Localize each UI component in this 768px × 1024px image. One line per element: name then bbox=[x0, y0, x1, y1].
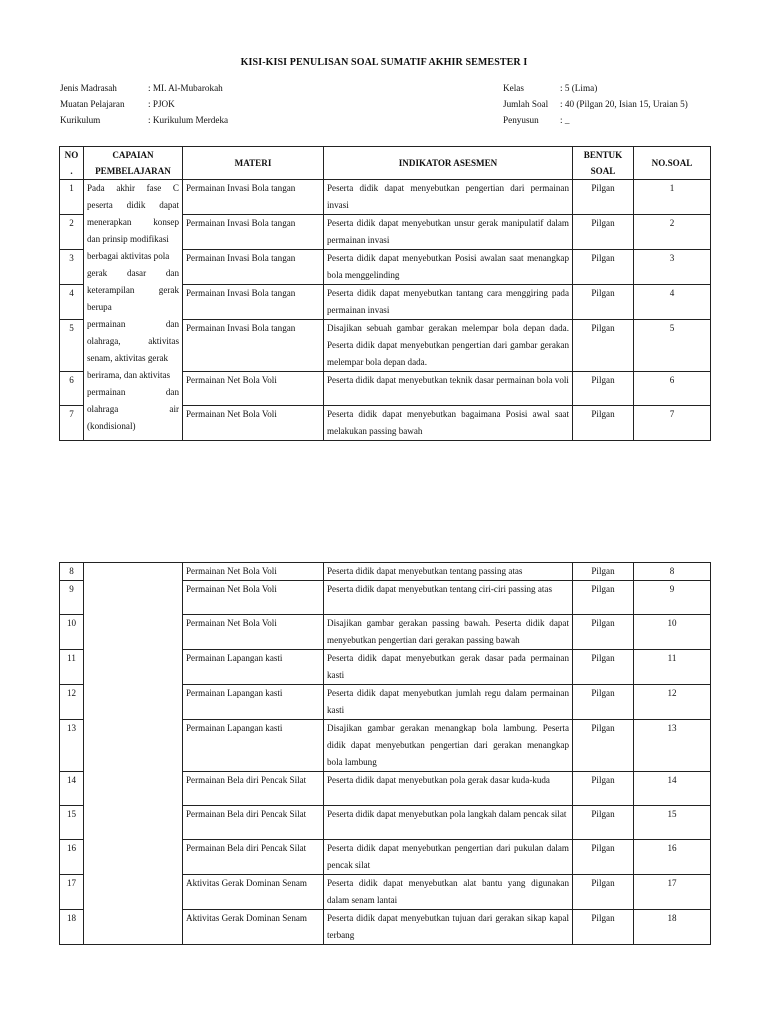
meta-value: : 5 (Lima) bbox=[560, 83, 598, 93]
capaian-word: berupa bbox=[87, 302, 112, 312]
capaian-word: peserta bbox=[87, 200, 113, 210]
cell-nosoal: 17 bbox=[634, 875, 711, 910]
cell-nosoal: 13 bbox=[634, 720, 711, 772]
cell-nosoal: 18 bbox=[634, 910, 711, 945]
cell-indikator: Disajikan gambar gerakan passing bawah. Peserta didik dapat menyebutkan pengertian dari gerakan passing bawah bbox=[324, 615, 573, 650]
cell-nosoal: 5 bbox=[634, 320, 711, 372]
cell-indikator: Peserta didik dapat menyebutkan tentang ciri-ciri passing atas bbox=[324, 581, 573, 615]
cell-materi: Permainan Lapangan kasti bbox=[183, 650, 324, 685]
cell-no: 2 bbox=[60, 215, 84, 250]
capaian-word: didik bbox=[126, 200, 146, 210]
cell-no: 5 bbox=[60, 320, 84, 372]
cell-indikator: Peserta didik dapat menyebutkan pola gerak dasar kuda-kuda bbox=[324, 772, 573, 806]
cell-indikator: Peserta didik dapat menyebutkan tentang passing atas bbox=[324, 563, 573, 581]
meta-label: Jumlah Soal bbox=[503, 99, 549, 109]
cell-materi: Permainan Bela diri Pencak Silat bbox=[183, 806, 324, 840]
capaian-line bbox=[87, 231, 179, 248]
meta-penyusun bbox=[503, 112, 688, 128]
cell-indikator: Peserta didik dapat menyebutkan pengertian dari pukulan dalam pencak silat bbox=[324, 840, 573, 875]
capaian-word: gerak bbox=[158, 285, 179, 295]
cell-no: 7 bbox=[60, 406, 84, 441]
capaian-line bbox=[87, 401, 179, 418]
cell-materi: Aktivitas Gerak Dominan Senam bbox=[183, 910, 324, 945]
cell-indikator: Peserta didik dapat menyebutkan alat bantu yang digunakan dalam senam lantai bbox=[324, 875, 573, 910]
cell-nosoal: 7 bbox=[634, 406, 711, 441]
cell-nosoal: 3 bbox=[634, 250, 711, 285]
meta-value: : _ bbox=[560, 115, 570, 125]
cell-nosoal: 8 bbox=[634, 563, 711, 581]
cell-indikator: Disajikan gambar gerakan menangkap bola lambung. Peserta didik dapat menyebutkan pengertian dari gerakan menangkap bola lambung bbox=[324, 720, 573, 772]
cell-no: 11 bbox=[60, 650, 84, 685]
capaian-line bbox=[87, 282, 179, 299]
cell-materi: Permainan Lapangan kasti bbox=[183, 720, 324, 772]
cell-bentuk: Pilgan bbox=[573, 806, 634, 840]
cell-nosoal: 2 bbox=[634, 215, 711, 250]
cell-indikator: Peserta didik dapat menyebutkan teknik dasar permainan bola voli bbox=[324, 372, 573, 406]
cell-bentuk: Pilgan bbox=[573, 372, 634, 406]
cell-nosoal: 16 bbox=[634, 840, 711, 875]
capaian-word: menerapkan bbox=[87, 217, 132, 227]
cell-materi: Permainan Net Bola Voli bbox=[183, 563, 324, 581]
capaian-word: permainan bbox=[87, 319, 126, 329]
cell-indikator: Peserta didik dapat menyebutkan jumlah regu dalam permainan kasti bbox=[324, 685, 573, 720]
cell-no: 18 bbox=[60, 910, 84, 945]
cell-indikator: Peserta didik dapat menyebutkan pengertian dari permainan invasi bbox=[324, 180, 573, 215]
cell-no: 15 bbox=[60, 806, 84, 840]
capaian-line bbox=[87, 214, 179, 231]
capaian-word: (kondisional) bbox=[87, 421, 136, 431]
capaian-word: dasar bbox=[126, 268, 147, 278]
cell-no: 13 bbox=[60, 720, 84, 772]
header-capaian: CAPAIAN PEMBELAJARAN bbox=[84, 147, 183, 180]
cell-no: 16 bbox=[60, 840, 84, 875]
cell-bentuk: Pilgan bbox=[573, 180, 634, 215]
cell-bentuk: Pilgan bbox=[573, 772, 634, 806]
capaian-word: permainan bbox=[87, 387, 126, 397]
capaian-line bbox=[87, 197, 179, 214]
cell-indikator: Peserta didik dapat menyebutkan unsur gerak manipulatif dalam permainan invasi bbox=[324, 215, 573, 250]
cell-nosoal: 1 bbox=[634, 180, 711, 215]
cell-nosoal: 4 bbox=[634, 285, 711, 320]
cell-no: 8 bbox=[60, 563, 84, 581]
capaian-word: fase bbox=[146, 183, 162, 193]
header-no: NO . bbox=[60, 147, 84, 180]
cell-indikator: Peserta didik dapat menyebutkan tujuan dari gerakan sikap kapal terbang bbox=[324, 910, 573, 945]
capaian-word: berbagai aktivitas pola bbox=[87, 251, 170, 261]
cell-bentuk: Pilgan bbox=[573, 250, 634, 285]
cell-materi: Aktivitas Gerak Dominan Senam bbox=[183, 875, 324, 910]
cell-indikator: Peserta didik dapat menyebutkan gerak dasar pada permainan kasti bbox=[324, 650, 573, 685]
meta-label: Penyusun bbox=[503, 115, 539, 125]
cell-materi: Permainan Lapangan kasti bbox=[183, 685, 324, 720]
cell-no: 4 bbox=[60, 285, 84, 320]
capaian-word: akhir bbox=[116, 183, 135, 193]
cell-nosoal: 15 bbox=[634, 806, 711, 840]
capaian-word: C bbox=[172, 183, 179, 193]
meta-left bbox=[60, 80, 228, 128]
capaian-word: dan bbox=[165, 387, 179, 397]
cell-bentuk: Pilgan bbox=[573, 320, 634, 372]
cell-bentuk: Pilgan bbox=[573, 285, 634, 320]
cell-materi: Permainan Bela diri Pencak Silat bbox=[183, 772, 324, 806]
cell-materi: Permainan Invasi Bola tangan bbox=[183, 215, 324, 250]
cell-nosoal: 10 bbox=[634, 615, 711, 650]
capaian-line bbox=[87, 418, 179, 435]
meta-label: Kelas bbox=[503, 83, 524, 93]
cell-materi: Permainan Invasi Bola tangan bbox=[183, 250, 324, 285]
cell-nosoal: 9 bbox=[634, 581, 711, 615]
meta-kelas bbox=[503, 80, 688, 96]
cell-materi: Permainan Net Bola Voli bbox=[183, 581, 324, 615]
cell-materi: Permainan Invasi Bola tangan bbox=[183, 320, 324, 372]
cell-materi: Permainan Net Bola Voli bbox=[183, 372, 324, 406]
cell-materi: Permainan Bela diri Pencak Silat bbox=[183, 840, 324, 875]
capaian-word: dan bbox=[165, 268, 179, 278]
capaian-line bbox=[87, 248, 179, 265]
capaian-word: dan bbox=[165, 319, 179, 329]
cell-indikator: Peserta didik dapat menyebutkan pola langkah dalam pencak silat bbox=[324, 806, 573, 840]
capaian-word: gerak bbox=[87, 268, 108, 278]
cell-materi: Permainan Net Bola Voli bbox=[183, 406, 324, 441]
cell-bentuk: Pilgan bbox=[573, 910, 634, 945]
cell-no: 9 bbox=[60, 581, 84, 615]
cell-indikator: Peserta didik dapat menyebutkan Posisi awalan saat menangkap bola menggelinding bbox=[324, 250, 573, 285]
cell-materi: Permainan Invasi Bola tangan bbox=[183, 285, 324, 320]
cell-indikator: Peserta didik dapat menyebutkan tantang cara menggiring pada permainan invasi bbox=[324, 285, 573, 320]
meta-jenis-madrasah bbox=[60, 80, 228, 96]
cell-bentuk: Pilgan bbox=[573, 215, 634, 250]
cell-bentuk: Pilgan bbox=[573, 875, 634, 910]
cell-bentuk: Pilgan bbox=[573, 563, 634, 581]
table-row bbox=[60, 563, 711, 581]
meta-label: Jenis Madrasah bbox=[60, 83, 117, 93]
capaian-word: berirama, dan aktivitas bbox=[87, 370, 171, 380]
capaian-line bbox=[87, 299, 179, 316]
capaian-word: air bbox=[169, 404, 179, 414]
capaian-word: dan prinsip modifikasi bbox=[87, 234, 169, 244]
cell-indikator: Peserta didik dapat menyebutkan bagaimana Posisi awal saat melakukan passing bawah bbox=[324, 406, 573, 441]
capaian-word: Pada bbox=[87, 183, 105, 193]
cell-materi: Permainan Invasi Bola tangan bbox=[183, 180, 324, 215]
header-nosoal: NO.SOAL bbox=[634, 147, 711, 180]
cell-bentuk: Pilgan bbox=[573, 720, 634, 772]
cell-no: 1 bbox=[60, 180, 84, 215]
table-row bbox=[60, 180, 711, 215]
capaian-word: aktivitas bbox=[148, 336, 179, 346]
table-header-row bbox=[60, 147, 711, 180]
capaian-line bbox=[87, 350, 179, 367]
meta-kurikulum bbox=[60, 112, 228, 128]
cell-no: 3 bbox=[60, 250, 84, 285]
capaian-word: senam, aktivitas gerak bbox=[87, 353, 169, 363]
meta-value: : MI. Al-Mubarokah bbox=[148, 83, 223, 93]
capaian-line bbox=[87, 316, 179, 333]
kisi-kisi-table-page-2 bbox=[59, 562, 711, 945]
meta-value: : PJOK bbox=[148, 99, 175, 109]
document-title: KISI-KISI PENULISAN SOAL SUMATIF AKHIR SEMESTER I bbox=[240, 57, 528, 68]
cell-materi: Permainan Net Bola Voli bbox=[183, 615, 324, 650]
capaian-line bbox=[87, 180, 179, 197]
capaian-word: konsep bbox=[153, 217, 179, 227]
meta-label: Kurikulum bbox=[60, 115, 101, 125]
capaian-word: olahraga, bbox=[87, 336, 121, 346]
capaian-word: olahraga bbox=[87, 404, 119, 414]
cell-nosoal: 11 bbox=[634, 650, 711, 685]
meta-jumlah-soal bbox=[503, 96, 688, 112]
capaian-line bbox=[87, 333, 179, 350]
header-indikator: INDIKATOR ASESMEN bbox=[324, 147, 573, 180]
cell-no: 17 bbox=[60, 875, 84, 910]
cell-bentuk: Pilgan bbox=[573, 581, 634, 615]
meta-value: : Kurikulum Merdeka bbox=[148, 115, 229, 125]
cell-bentuk: Pilgan bbox=[573, 840, 634, 875]
cell-bentuk: Pilgan bbox=[573, 650, 634, 685]
cell-nosoal: 6 bbox=[634, 372, 711, 406]
kisi-kisi-table-page-1 bbox=[59, 146, 711, 441]
capaian-word: dapat bbox=[159, 200, 179, 210]
cell-no: 14 bbox=[60, 772, 84, 806]
cell-nosoal: 12 bbox=[634, 685, 711, 720]
cell-capaian bbox=[84, 180, 183, 441]
cell-nosoal: 14 bbox=[634, 772, 711, 806]
cell-capaian-empty bbox=[84, 563, 183, 945]
header-materi: MATERI bbox=[183, 147, 324, 180]
cell-bentuk: Pilgan bbox=[573, 615, 634, 650]
meta-label: Muatan Pelajaran bbox=[60, 99, 125, 109]
capaian-line bbox=[87, 384, 179, 401]
cell-no: 10 bbox=[60, 615, 84, 650]
capaian-line bbox=[87, 265, 179, 282]
meta-muatan-pelajaran bbox=[60, 96, 228, 112]
meta-value: : 40 (Pilgan 20, Isian 15, Uraian 5) bbox=[560, 99, 688, 109]
header-bentuk: BENTUK SOAL bbox=[573, 147, 634, 180]
cell-no: 12 bbox=[60, 685, 84, 720]
cell-bentuk: Pilgan bbox=[573, 406, 634, 441]
cell-no: 6 bbox=[60, 372, 84, 406]
capaian-word: keterampilan bbox=[87, 285, 135, 295]
capaian-line bbox=[87, 367, 179, 384]
meta-right bbox=[503, 80, 688, 128]
cell-indikator: Disajikan sebuah gambar gerakan melempar bola depan dada. Peserta didik dapat menyebutkan pengertian dari gambar gerakan melempar bola depan dada. bbox=[324, 320, 573, 372]
cell-bentuk: Pilgan bbox=[573, 685, 634, 720]
